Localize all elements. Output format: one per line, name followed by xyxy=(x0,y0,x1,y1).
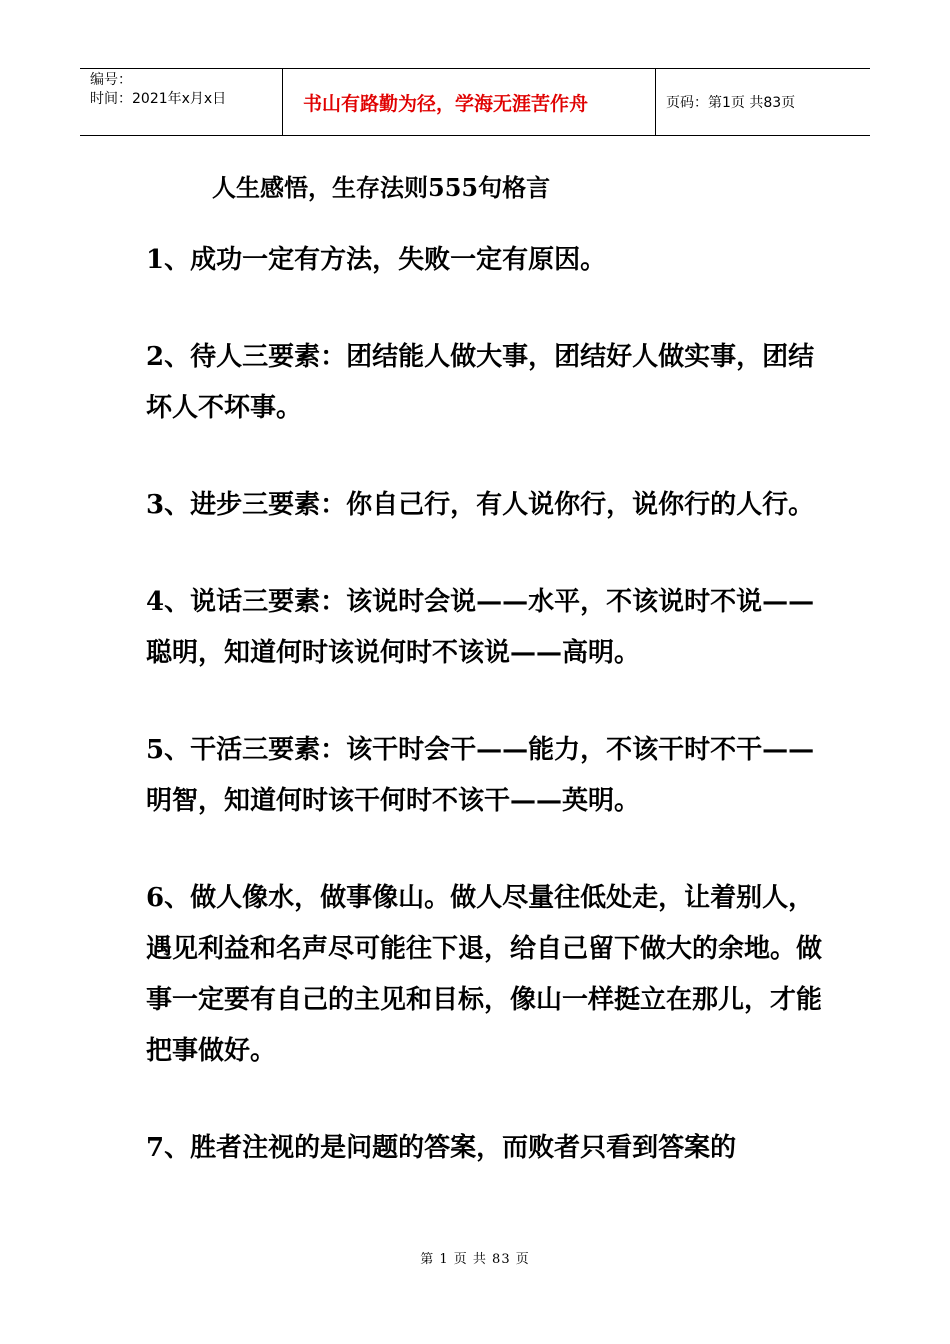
document-body xyxy=(146,235,826,1220)
number-label: 编号： xyxy=(90,72,132,88)
paragraph-2: 2、待人三要素：团结能人做大事，团结好人做实事，团结坏人不坏事。 xyxy=(146,342,815,423)
page-footer: 第 1 页 共 83 页 xyxy=(420,1252,530,1267)
paragraph-1: 1、成功一定有方法，失败一定有原因。 xyxy=(146,245,607,275)
paragraph-5: 5、干活三要素：该干时会干——能力，不该干时不干——明智，知道何时该干何时不该干——英明。 xyxy=(146,735,815,816)
paragraph-7: 7、胜者注视的是问题的答案，而败者只看到答案的 xyxy=(146,1133,737,1163)
document-title: 人生感悟，生存法则555句格言 xyxy=(212,173,551,202)
header-motto: 书山有路勤为径，学海无涯苦作舟 xyxy=(303,92,589,115)
header-meta xyxy=(80,69,282,135)
paragraph-4: 4、说话三要素：该说时会说——水平，不该说时不说——聪明，知道何时该说何时不该说——高明。 xyxy=(146,587,815,668)
header-motto-cell xyxy=(282,69,656,135)
header-page-info: 页码：第1页 共83页 xyxy=(666,95,796,111)
paragraph-3: 3、进步三要素：你自己行，有人说你行，说你行的人行。 xyxy=(146,490,815,520)
time-label: 时间：2021年x月x日 xyxy=(90,91,227,107)
page-header xyxy=(80,68,870,136)
paragraph-6: 6、做人像水，做事像山。做人尽量往低处走，让着别人，遇见利益和名声尽可能往下退，给自己留下做大的余地。做事一定要有自己的主见和目标，像山一样挺立在那儿，才能把事做好。 xyxy=(146,883,823,1066)
